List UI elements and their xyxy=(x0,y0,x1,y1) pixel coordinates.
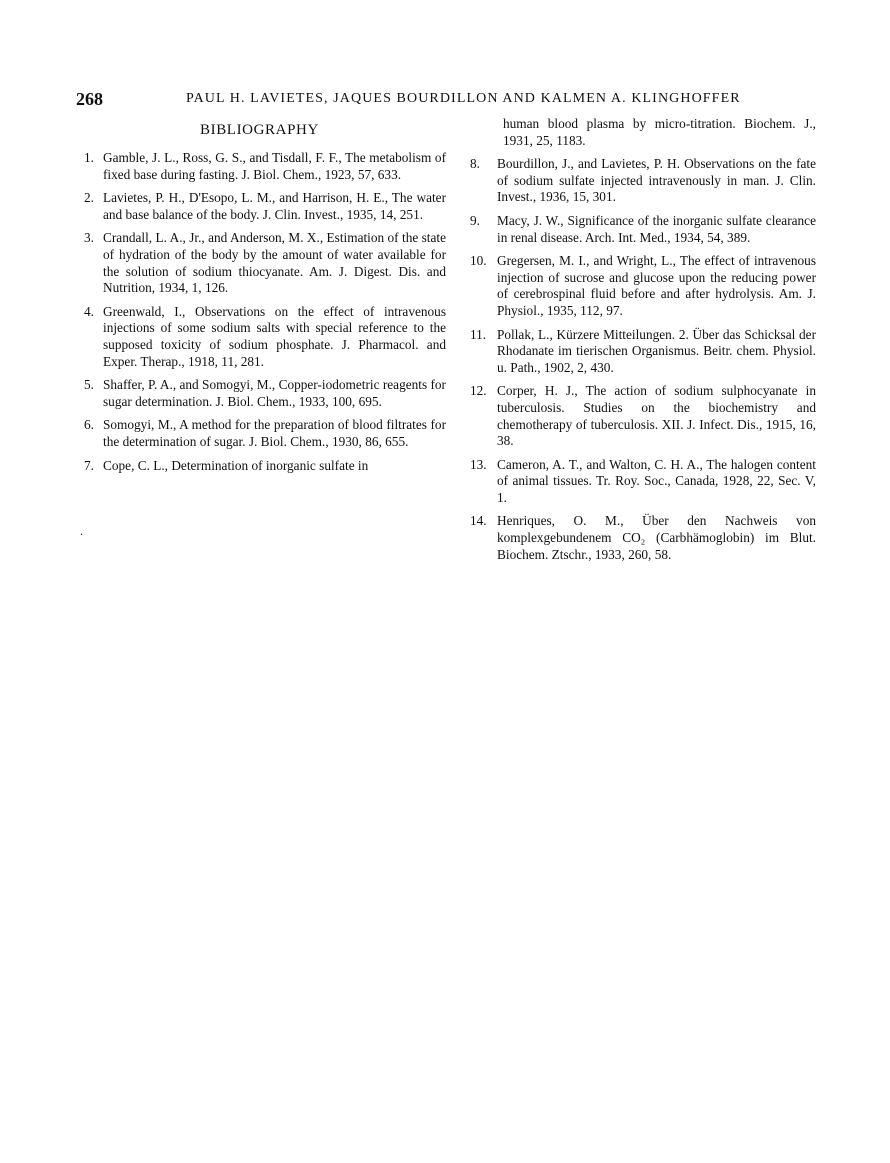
reference-item xyxy=(84,417,446,450)
reference-number: 2. xyxy=(84,190,94,206)
reference-number: 8. xyxy=(470,156,480,172)
reference-text: Cope, C. L., Determination of inorganic sulfate in xyxy=(103,457,369,473)
reference-text: Somogyi, M., A method for the preparation of blood filtrates for the determination of sugar. J. Biol. Chem., 1930, 86, 655. xyxy=(103,417,446,449)
reference-number: 6. xyxy=(84,417,94,433)
reference-text: Crandall, L. A., Jr., and Anderson, M. X., Estimation of the state of hydration of the body by the amount of water available for the solution of sodium thiocyanate. Am. J. Digest. Dis. and Nutrition, 1934, 1, 126. xyxy=(103,230,446,296)
reference-item xyxy=(470,327,816,377)
reference-item xyxy=(470,156,816,206)
reference-number: 4. xyxy=(84,303,94,319)
reference-text: Henriques, O. M., Über den Nachweis von komplexgebundenem CO₂ (Carbhämoglobin) im Blut. Biochem. Ztschr., 1933, 260, 58. xyxy=(497,513,816,562)
bibliography-title: BIBLIOGRAPHY xyxy=(200,122,319,138)
reference-item xyxy=(84,458,446,475)
reference-text: Cameron, A. T., and Walton, C. H. A., The halogen content of animal tissues. Tr. Roy. Soc., Canada, 1928, 22, Sec. V, 1. xyxy=(497,456,816,505)
reference-number: 11. xyxy=(470,326,487,342)
reference-number: 5. xyxy=(84,377,94,393)
page-header xyxy=(76,89,816,111)
bibliography-right-column xyxy=(470,116,816,570)
reference-text: Macy, J. W., Significance of the inorganic sulfate clearance in renal disease. Arch. Int. Med., 1934, 54, 389. xyxy=(497,212,816,245)
stray-mark: . xyxy=(80,524,83,538)
reference-text: Greenwald, I., Observations on the effect of intravenous injections of some sodium salts with special reference to the supposed toxicity of sodium phosphate. J. Pharmacol. and Exper. Therap., 1918, 11, 281. xyxy=(103,303,446,369)
page-number: 268 xyxy=(76,89,103,109)
reference-number: 9. xyxy=(470,212,480,228)
reference-number: 3. xyxy=(84,230,94,246)
reference-text: Shaffer, P. A., and Somogyi, M., Copper-iodometric reagents for sugar determination. J. Biol. Chem., 1933, 100, 695. xyxy=(103,377,446,409)
reference-item xyxy=(84,150,446,183)
reference-item xyxy=(84,304,446,370)
reference-item xyxy=(470,513,816,563)
reference-number: 12. xyxy=(470,383,487,399)
reference-text: Lavietes, P. H., D'Esopo, L. M., and Harrison, H. E., The water and base balance of the body. J. Clin. Invest., 1935, 14, 251. xyxy=(103,190,446,222)
reference-text: Corper, H. J., The action of sodium sulphocyanate in tuberculosis. Studies on the biochemistry and chemotherapy of tuberculosis. XII. J. Infect. Dis., 1915, 16, 38. xyxy=(497,383,816,449)
reference-continuation: human blood plasma by micro-titration. Biochem. J., 1931, 25, 1183. xyxy=(503,116,816,148)
reference-number: 10. xyxy=(470,253,487,269)
reference-text: Pollak, L., Kürzere Mitteilungen. 2. Über das Schicksal der Rhodanate im tierischen Organismus. Beitr. chem. Physiol. u. Path., 1902, 2, 430. xyxy=(497,326,816,375)
bibliography-left-column xyxy=(84,122,446,481)
reference-item xyxy=(470,457,816,507)
reference-item xyxy=(84,377,446,410)
reference-number: 14. xyxy=(470,513,487,529)
reference-text: Gregersen, M. I., and Wright, L., The effect of intravenous injection of sucrose and glucose upon the reducing power of cerebrospinal fluid before and after hydrolysis. Am. J. Physiol., 1935, 112, 97. xyxy=(497,253,816,318)
reference-number: 13. xyxy=(470,456,487,472)
reference-number: 7. xyxy=(84,457,94,473)
reference-number: 1. xyxy=(84,150,94,165)
reference-item xyxy=(84,190,446,223)
reference-text: Bourdillon, J., and Lavietes, P. H. Observations on the fate of sodium sulfate injected intravenously in man. J. Clin. Invest., 1936, 15, 301. xyxy=(497,156,816,205)
running-head: PAUL H. LAVIETES, JAQUES BOURDILLON AND KALMEN A. KLINGHOFFER xyxy=(186,91,741,106)
reference-item xyxy=(470,213,816,246)
reference-text: Gamble, J. L., Ross, G. S., and Tisdall, F. F., The metabolism of fixed base during fasting. J. Biol. Chem., 1923, 57, 633. xyxy=(103,150,446,182)
reference-item xyxy=(470,383,816,449)
reference-item xyxy=(84,230,446,296)
reference-item xyxy=(470,253,816,319)
